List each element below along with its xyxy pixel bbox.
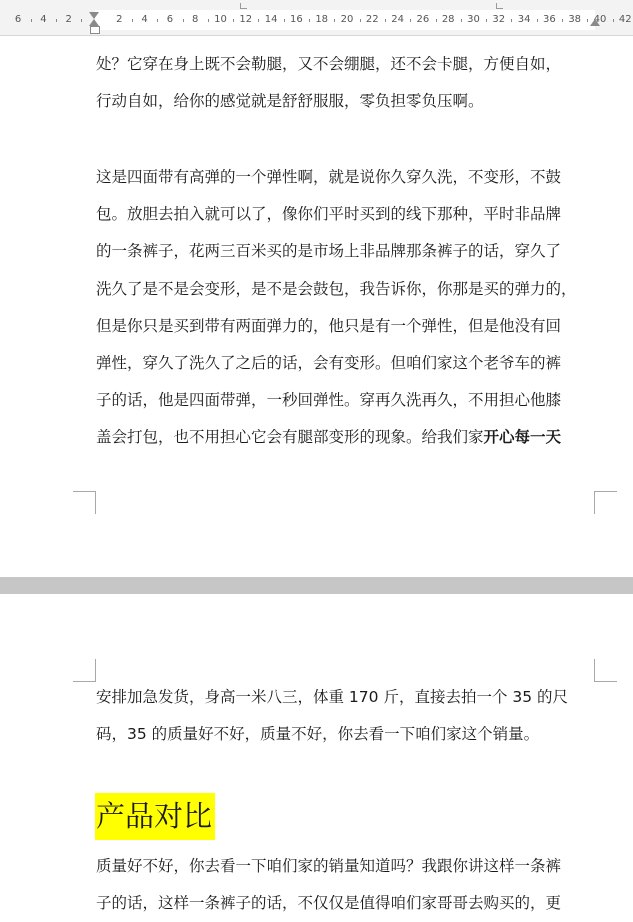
- ruler-tick-label: 20: [340, 14, 354, 25]
- ruler-minor-mark: [360, 19, 361, 22]
- ruler-tick-label: 34: [517, 14, 531, 25]
- ruler-tick-label: 38: [568, 14, 582, 25]
- text-line: 码，35 的质量好不好，质量不好，你去看一下咱们家这个销量。: [96, 725, 540, 744]
- ruler-tick-label: 30: [467, 14, 480, 25]
- page-break-gap: [0, 577, 633, 594]
- ruler-tick-label: 36: [543, 14, 556, 25]
- ruler-minor-mark: [208, 19, 209, 22]
- ruler-minor-mark: [461, 19, 462, 22]
- text-line: 处？它穿在身上既不会勒腿，又不会绷腿，还不会卡腿，方便自如，: [96, 55, 562, 73]
- text-line: 子的话，这样一条裤子的话，不仅仅是值得咱们家哥哥去购买的，更: [96, 894, 562, 913]
- ruler-minor-mark: [157, 19, 158, 22]
- paragraph-3[interactable]: [96, 679, 594, 753]
- ruler-tick-label: 12: [239, 14, 253, 25]
- ruler-tick-label: 22: [365, 14, 379, 25]
- ruler-minor-mark: [31, 19, 32, 22]
- text-line: 包。放胆去拍入就可以了，像你们平时买到的线下那种，平时非品牌: [96, 205, 562, 224]
- ruler-tick-label: 2: [65, 14, 72, 25]
- ruler-tick-label: 4: [141, 14, 148, 25]
- section-heading[interactable]: 产品对比: [95, 793, 215, 840]
- ruler-tick-label: 8: [192, 14, 199, 25]
- page-corner-bottom-left: [73, 491, 96, 514]
- page-corner-bottom-right: [594, 491, 617, 514]
- text-line: 但是你只是买到带有两面弹力的，他只是有一个弹性，但是他没有回: [96, 316, 562, 335]
- paragraph-1[interactable]: [96, 46, 594, 120]
- ruler-minor-mark: [613, 19, 614, 22]
- tab-stop-marker[interactable]: [240, 3, 247, 9]
- ruler-minor-mark: [587, 19, 588, 22]
- ruler-minor-mark: [511, 19, 512, 22]
- text-line: 这是四面带有高弹的一个弹性啊，就是说你久穿久洗，不变形，不鼓: [96, 168, 562, 186]
- ruler-minor-mark: [486, 19, 487, 22]
- ruler-minor-mark: [183, 19, 184, 22]
- ruler-tick-label: 10: [214, 14, 227, 25]
- ruler-minor-mark: [537, 19, 538, 22]
- ruler-tick-label: 32: [492, 14, 506, 25]
- left-indent-marker[interactable]: [90, 26, 100, 34]
- ruler-tick-label: 40: [593, 14, 607, 25]
- ruler-tick-label: 16: [290, 14, 303, 25]
- text-bold: 开心每一天: [483, 428, 562, 447]
- ruler-minor-mark: [334, 19, 335, 22]
- text-plain: 盖会打包，也不用担心它会有腿部变形的现象。给我们家: [96, 428, 484, 447]
- ruler-minor-mark: [258, 19, 259, 22]
- ruler-minor-mark: [81, 19, 82, 22]
- ruler-tick-label: 6: [14, 14, 22, 25]
- tab-stop-marker[interactable]: [496, 3, 503, 9]
- ruler-minor-mark: [436, 19, 437, 22]
- text-line: 质量好不好，你去看一下咱们家的销量知道吗？我跟你讲这样一条裤: [96, 857, 562, 875]
- ruler-tick-label: 14: [264, 14, 278, 25]
- ruler-tick-label: 28: [441, 14, 455, 25]
- text-line: 的一条裤子，花两三百米买的是市场上非品牌那条裤子的话，穿久了: [96, 242, 562, 261]
- ruler-tick-label: 18: [315, 14, 329, 25]
- ruler-minor-mark: [309, 19, 310, 22]
- ruler-tick-label: 26: [416, 14, 430, 25]
- text-line: 洗久了是不是会变形，是不是会鼓包，我告诉你，你那是买的弹力的，: [96, 279, 577, 298]
- ruler-minor-mark: [562, 19, 563, 22]
- ruler-minor-mark: [385, 19, 386, 22]
- ruler-minor-mark: [132, 19, 133, 22]
- hanging-indent-marker[interactable]: [89, 19, 99, 26]
- ruler-tick-label: 24: [391, 14, 404, 25]
- text-line-last: [96, 419, 594, 456]
- right-indent-marker[interactable]: [590, 19, 600, 26]
- ruler-tick-label: 2: [116, 14, 123, 25]
- paragraph-4[interactable]: [96, 848, 594, 922]
- ruler-tick-label: 6: [166, 14, 174, 25]
- ruler-minor-mark: [284, 19, 285, 22]
- ruler-tick-label: 4: [40, 14, 47, 25]
- first-line-indent-marker[interactable]: [89, 12, 99, 19]
- text-line: 子的话，他是四面带弹，一秒回弹性。穿再久洗再久，不用担心他膝: [96, 391, 562, 410]
- ruler-minor-mark: [233, 19, 234, 22]
- text-line: 安排加急发货，身高一米八三，体重 170 斤，直接去拍一个 35 的尺: [96, 688, 569, 706]
- text-line: 行动自如，给你的感觉就是舒舒服服，零负担零负压啊。: [96, 92, 484, 111]
- ruler-minor-mark: [56, 19, 57, 22]
- text-line: 弹性，穿久了洗久了之后的话，会有变形。但咱们家这个老爷车的裤: [96, 353, 562, 372]
- ruler-tick-label: 42: [618, 14, 632, 25]
- paragraph-2[interactable]: [96, 159, 594, 457]
- horizontal-ruler[interactable]: [0, 0, 633, 36]
- page-corner-top-right: [594, 659, 617, 682]
- page-corner-top-left: [73, 659, 96, 682]
- ruler-minor-mark: [410, 19, 411, 22]
